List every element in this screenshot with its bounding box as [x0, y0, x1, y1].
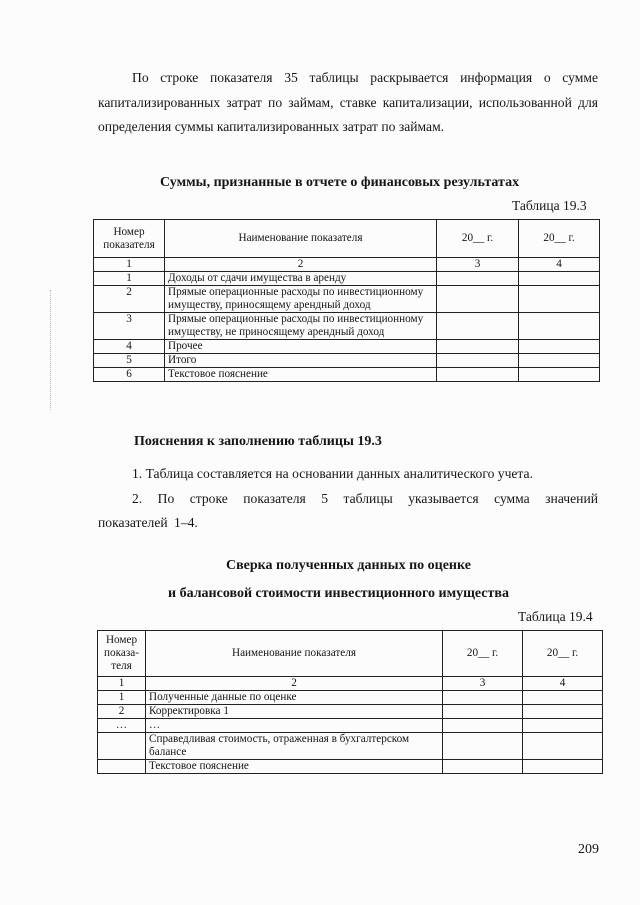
section1-title: Суммы, признанные в отчете о финансовых результатах — [160, 175, 520, 190]
value-cell — [523, 760, 603, 774]
value-cell — [437, 340, 519, 354]
row-number: 6 — [94, 368, 165, 382]
row-number: 1 — [98, 691, 146, 705]
row-name: … — [146, 719, 443, 733]
table-header-row — [98, 631, 603, 677]
row-name: Корректировка 1 — [146, 705, 443, 719]
col-number: 1 — [98, 677, 146, 691]
table-19-3 — [93, 219, 600, 382]
table-row — [94, 368, 600, 382]
value-cell — [519, 368, 600, 382]
row-number: 2 — [94, 286, 165, 313]
period1-text: 20__ г. — [461, 232, 494, 244]
col-number: 3 — [443, 677, 523, 691]
value-cell — [519, 354, 600, 368]
table-row — [94, 272, 600, 286]
row-name: Прямые операционные расходы по инвестиционному имуществу, не приносящему арендный доход — [165, 313, 437, 340]
table-row — [94, 313, 600, 340]
table-19-3-label: Таблица 19.3 — [512, 198, 587, 213]
intro-paragraph: По строке показателя 35 таблицы раскрывается информация о сумме капитализированных затрат по займам, ставке капитализации, использованной для определения суммы капитализированных затрат по займам. — [98, 70, 598, 134]
col-number: 4 — [523, 677, 603, 691]
col-number: 1 — [94, 258, 165, 272]
value-cell — [523, 719, 603, 733]
value-cell — [519, 286, 600, 313]
row-number: 3 — [94, 313, 165, 340]
row-number: 2 — [98, 705, 146, 719]
table-row — [98, 691, 603, 705]
table-row — [98, 705, 603, 719]
value-cell — [523, 733, 603, 760]
col-number: 2 — [165, 258, 437, 272]
page-number: 209 — [578, 842, 599, 857]
table-header-row — [94, 220, 600, 258]
header-number-col: Номер показа-теля — [98, 631, 146, 677]
column-number-row — [94, 258, 600, 272]
table-19-4 — [97, 630, 603, 774]
header-period1 — [443, 631, 523, 677]
period2-text: 20__ г. — [546, 647, 579, 659]
header-number-col: Номер показателя — [94, 220, 165, 258]
value-cell — [437, 313, 519, 340]
column-number-row — [98, 677, 603, 691]
row-number: 5 — [94, 354, 165, 368]
period2-text: 20__ г. — [543, 232, 575, 244]
header-period1 — [437, 220, 519, 258]
value-cell — [523, 705, 603, 719]
value-cell — [443, 733, 523, 760]
row-number — [98, 760, 146, 774]
header-period2 — [523, 631, 603, 677]
table-row — [94, 286, 600, 313]
value-cell — [519, 340, 600, 354]
header-name-col: Наименование показателя — [165, 220, 437, 258]
value-cell — [437, 272, 519, 286]
table-row — [94, 340, 600, 354]
value-cell — [443, 719, 523, 733]
row-number: 1 — [94, 272, 165, 286]
table-row — [94, 354, 600, 368]
header-name-col: Наименование показателя — [146, 631, 443, 677]
row-name: Справедливая стоимость, отраженная в бухгалтерском балансе — [146, 733, 443, 760]
row-number: … — [98, 719, 146, 733]
col-number: 3 — [437, 258, 519, 272]
explanations-title: Пояснения к заполнению таблицы 19.3 — [134, 434, 382, 449]
table-row — [98, 760, 603, 774]
value-cell — [437, 368, 519, 382]
row-name: Прочее — [165, 340, 437, 354]
value-cell — [443, 705, 523, 719]
row-name: Прямые операционные расходы по инвестиционному имуществу, приносящему арендный доход — [165, 286, 437, 313]
value-cell — [523, 691, 603, 705]
col-number: 2 — [146, 677, 443, 691]
value-cell — [437, 354, 519, 368]
section2-title-line1: Сверка полученных данных по оценке — [226, 558, 471, 573]
row-number: 4 — [94, 340, 165, 354]
table-19-4-label: Таблица 19.4 — [518, 609, 593, 624]
value-cell — [519, 313, 600, 340]
row-name: Доходы от сдачи имущества в аренду — [165, 272, 437, 286]
value-cell — [437, 286, 519, 313]
row-name: Итого — [165, 354, 437, 368]
explanation-item-1: 1. Таблица составляется на основании данных аналитического учета. — [132, 466, 533, 481]
row-number — [98, 733, 146, 760]
value-cell — [443, 691, 523, 705]
period1-text: 20__ г. — [466, 647, 499, 659]
row-name: Текстовое пояснение — [165, 368, 437, 382]
table-row — [98, 733, 603, 760]
explanation-item-2: 2. По строке показателя 5 таблицы указывается сумма значений показателей 1–4. — [98, 491, 598, 530]
section2-title-line2: и балансовой стоимости инвестиционного имущества — [168, 586, 509, 601]
row-name: Текстовое пояснение — [146, 760, 443, 774]
header-period2 — [519, 220, 600, 258]
value-cell — [443, 760, 523, 774]
margin-mark — [50, 290, 52, 410]
col-number: 4 — [519, 258, 600, 272]
value-cell — [519, 272, 600, 286]
row-name: Полученные данные по оценке — [146, 691, 443, 705]
table-row — [98, 719, 603, 733]
